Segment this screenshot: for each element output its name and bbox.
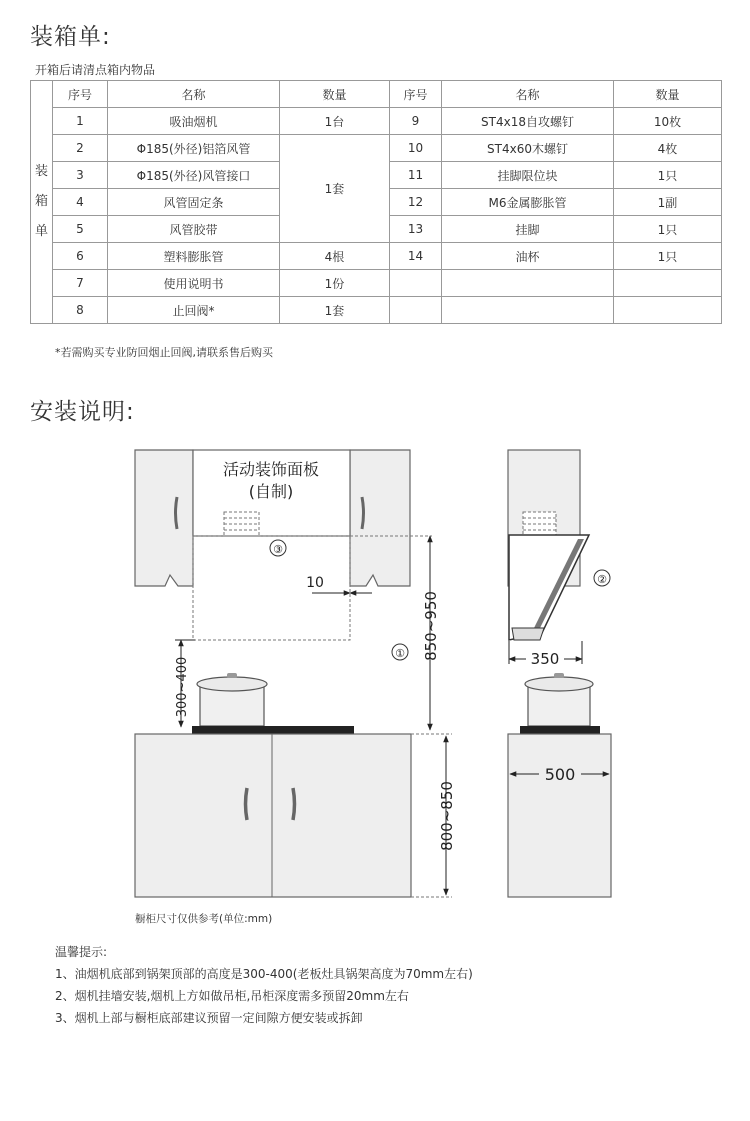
cell-qty: 4根	[280, 243, 390, 270]
cell-qty: 1只	[614, 216, 722, 243]
cell-name: 挂脚	[442, 216, 614, 243]
dim-850-950: 850~950	[422, 591, 440, 661]
marker-3: ③	[273, 543, 283, 556]
side-label: 装 箱 单	[31, 81, 53, 324]
cell-no: 13	[390, 216, 442, 243]
cell-qty: 1套	[280, 297, 390, 324]
cell-name: 止回阀*	[108, 297, 280, 324]
tip-item: 3、烟机上部与橱柜底部建议预留一定间隙方便安装或拆卸	[55, 1011, 363, 1025]
packing-list-title: 装箱单:	[30, 24, 111, 50]
pot-side	[525, 673, 593, 726]
header-qty: 数量	[280, 81, 390, 108]
cell-name: ST4x18自攻螺钉	[442, 108, 614, 135]
cell-no: 9	[390, 108, 442, 135]
cell-qty: 1台	[280, 108, 390, 135]
cooktop-front	[192, 726, 354, 734]
cell-name: M6金属膨胀管	[442, 189, 614, 216]
dim-350: 350	[530, 650, 560, 668]
cell-no: 6	[53, 243, 108, 270]
marker-1: ①	[395, 647, 405, 660]
cell-no: 12	[390, 189, 442, 216]
cell-no: 5	[53, 216, 108, 243]
range-hood-outline	[193, 536, 350, 640]
cell-name: Φ185(外径)风管接口	[108, 162, 280, 189]
range-hood-side	[509, 535, 589, 640]
cell-qty: 1只	[614, 162, 722, 189]
marker-2: ②	[597, 573, 607, 586]
tip-item: 2、烟机挂墙安装,烟机上方如做吊柜,吊柜深度需多预留20mm左右	[55, 989, 409, 1003]
tip-item: 1、油烟机底部到锅架顶部的高度是300-400(老板灶具锅架高度为70mm左右)	[55, 967, 473, 981]
cell-name: 风管固定条	[108, 189, 280, 216]
cell-qty: 4枚	[614, 135, 722, 162]
cabinet-handle-left	[246, 788, 248, 820]
cooktop-side	[520, 726, 600, 734]
cell-no: 14	[390, 243, 442, 270]
cell-name: 油杯	[442, 243, 614, 270]
upper-cabinet-right	[350, 450, 410, 586]
pot-front	[197, 673, 267, 726]
cell-name: 风管胶带	[108, 216, 280, 243]
cell-no: 1	[53, 108, 108, 135]
packing-list-subtitle: 开箱后请清点箱内物品	[35, 63, 156, 77]
cell-qty: 1份	[280, 270, 390, 297]
cell-name: 吸油烟机	[108, 108, 280, 135]
panel-label-1: 活动装饰面板	[222, 460, 320, 479]
packing-note: *若需购买专业防回烟止回阀,请联系售后购买	[55, 346, 273, 359]
cell-qty-merged: 1套	[280, 135, 390, 243]
panel-label-2: (自制)	[248, 482, 294, 501]
dim-500: 500	[544, 765, 576, 784]
upper-cabinet-left	[135, 450, 193, 586]
cell-no: 11	[390, 162, 442, 189]
header-name-2: 名称	[442, 81, 614, 108]
header-name: 名称	[108, 81, 280, 108]
base-cabinet-side	[508, 734, 611, 897]
cell-no: 8	[53, 297, 108, 324]
header-no-2: 序号	[390, 81, 442, 108]
cell-qty: 1副	[614, 189, 722, 216]
cell-qty: 1只	[614, 243, 722, 270]
cell-name: 使用说明书	[108, 270, 280, 297]
base-cabinet	[135, 734, 411, 897]
dim-800-850: 800~850	[438, 781, 456, 851]
header-no: 序号	[53, 81, 108, 108]
cell-name: 挂脚限位块	[442, 162, 614, 189]
tips-heading: 温馨提示:	[55, 945, 108, 959]
diagram-caption: 橱柜尺寸仅供参考(单位:mm)	[135, 913, 273, 925]
cell-name: 塑料膨胀管	[108, 243, 280, 270]
cell-name: Φ185(外径)铝箔风管	[108, 135, 280, 162]
header-qty-2: 数量	[614, 81, 722, 108]
dim-10: 10	[306, 575, 324, 591]
cell-qty: 10枚	[614, 108, 722, 135]
cell-no: 7	[53, 270, 108, 297]
cabinet-handle-right	[293, 788, 295, 820]
cell-no: 3	[53, 162, 108, 189]
cell-no: 4	[53, 189, 108, 216]
cell-name: ST4x60木螺钉	[442, 135, 614, 162]
install-title: 安装说明:	[30, 399, 135, 425]
cell-no: 2	[53, 135, 108, 162]
cell-no: 10	[390, 135, 442, 162]
dim-300-400: 300~400	[175, 656, 190, 718]
